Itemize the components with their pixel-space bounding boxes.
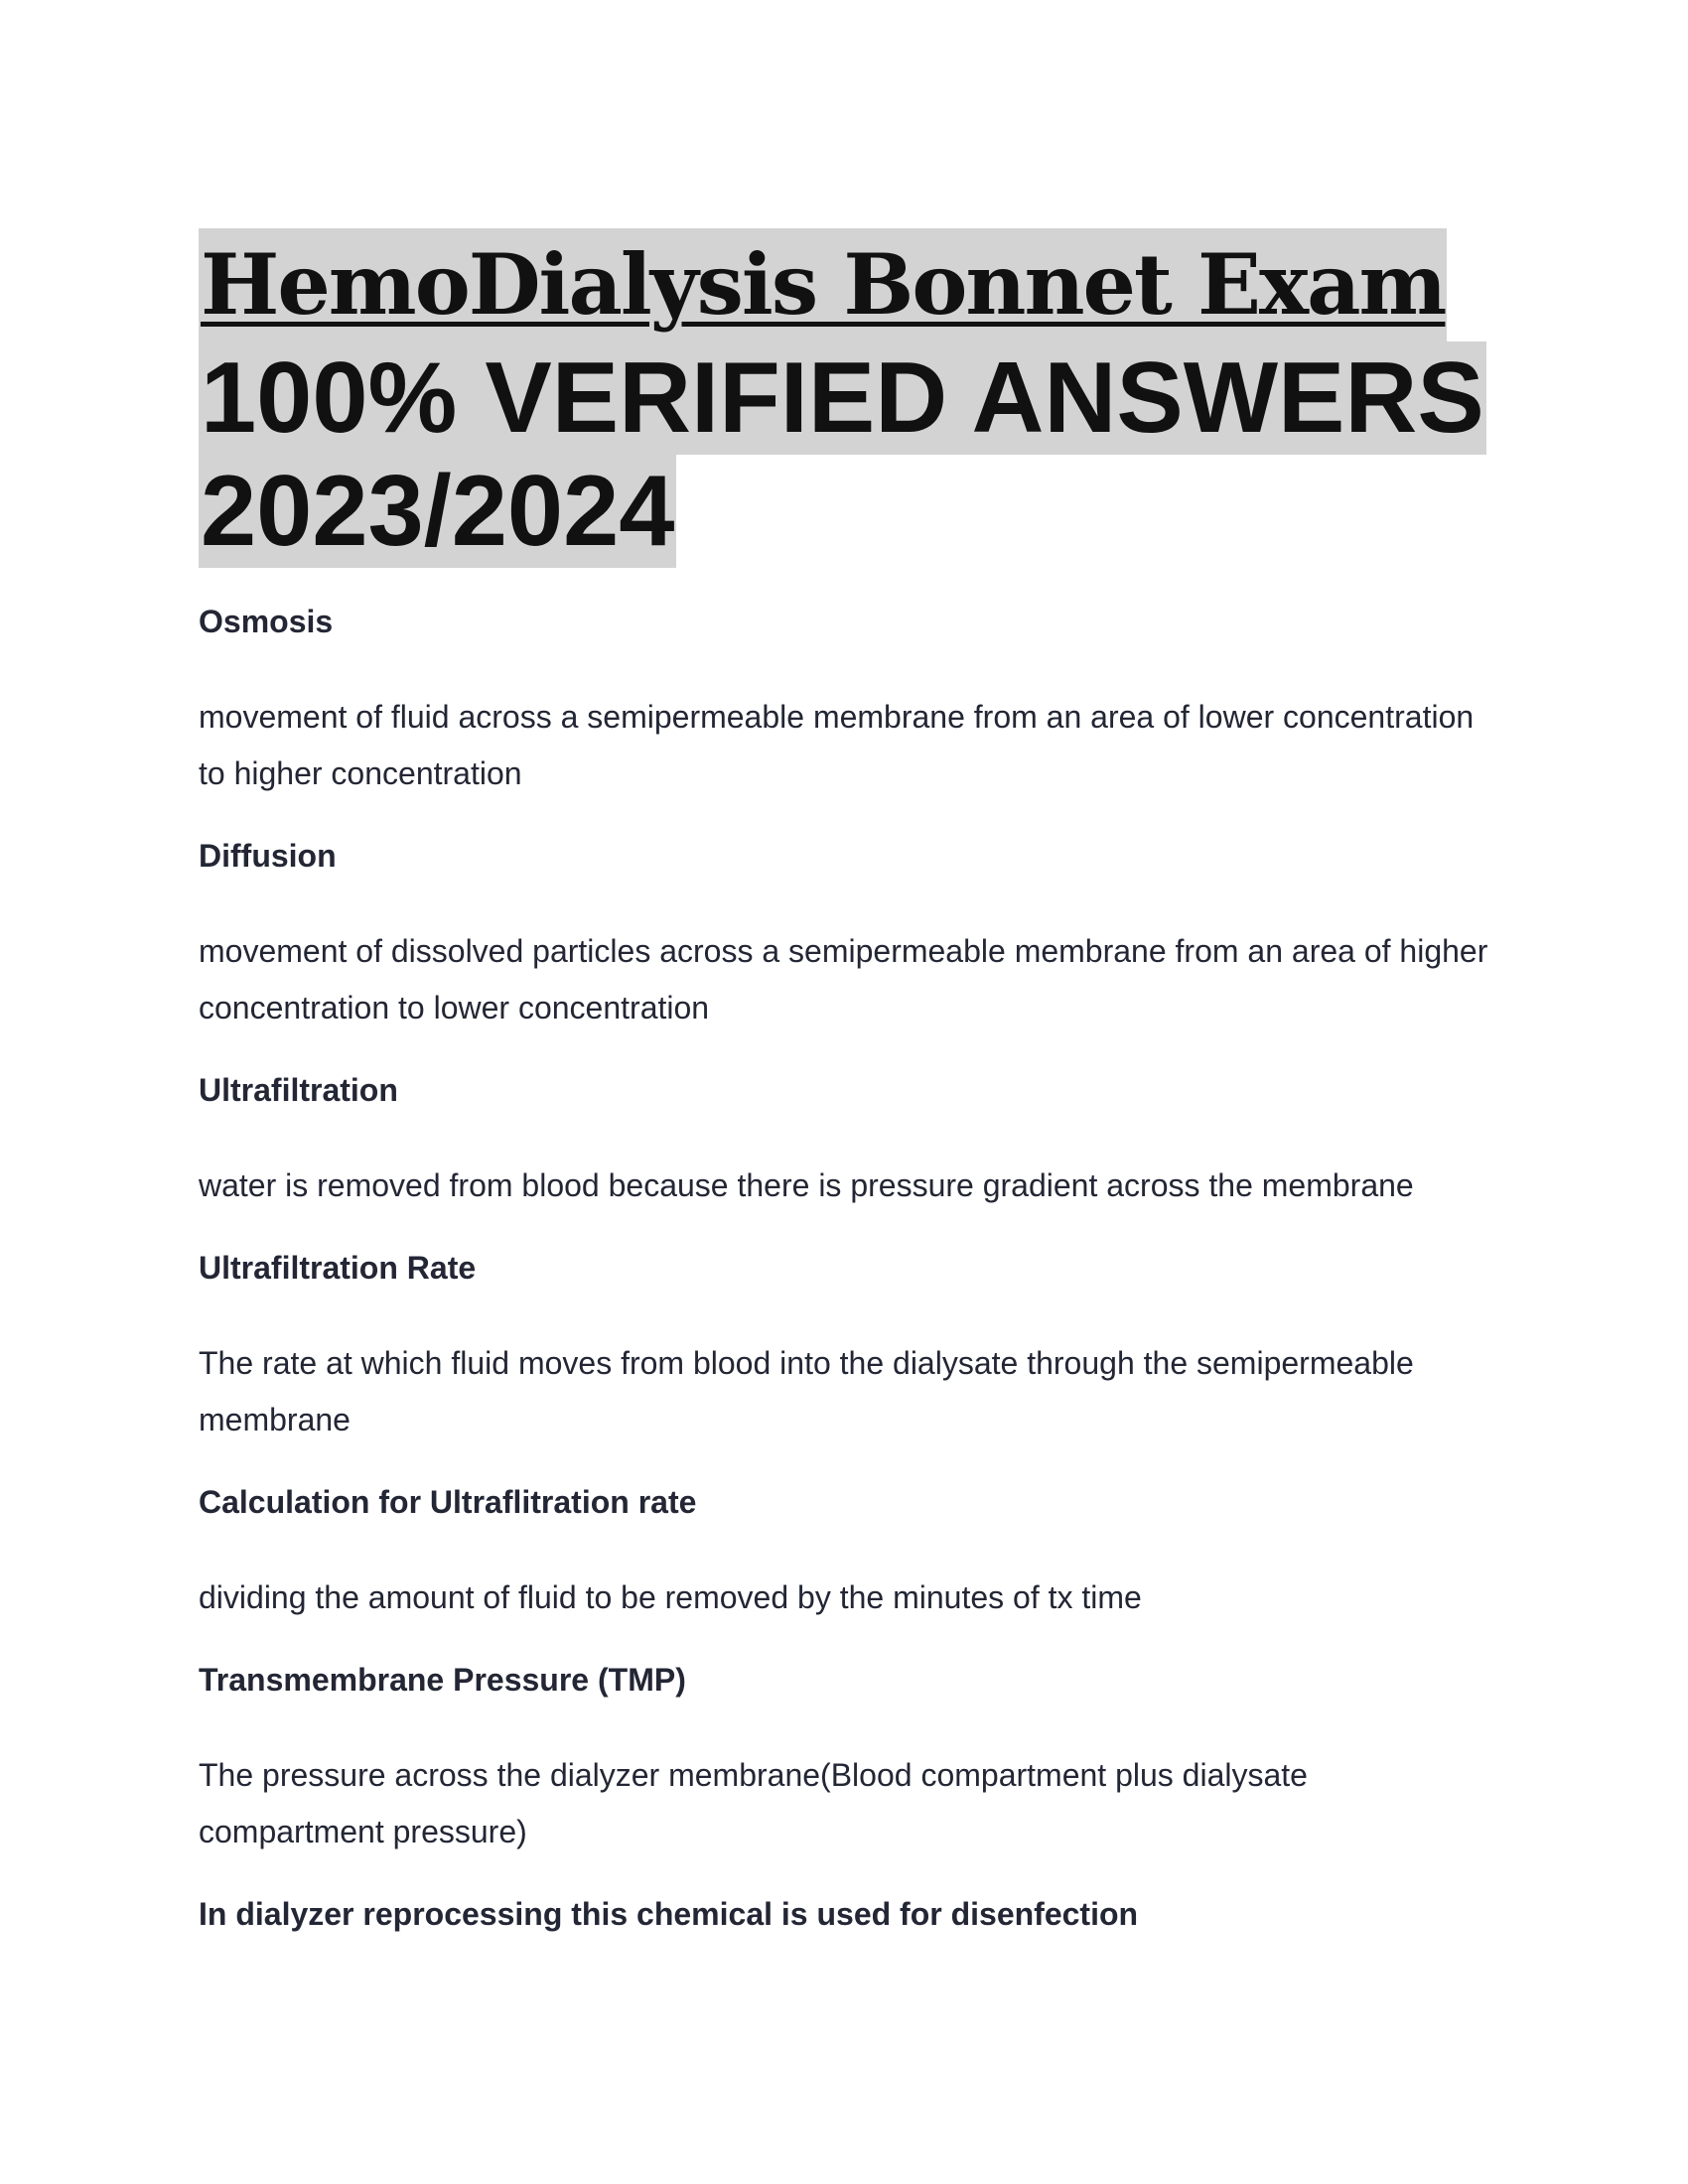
qa-item-ultrafiltration (199, 1070, 1489, 1214)
definition-text: The pressure across the dialyzer membrane(Blood compartment plus dialysate compartment pressure) (199, 1757, 1308, 1849)
term-heading: Ultrafiltration Rate (199, 1250, 477, 1286)
definition-text: water is removed from blood because there is pressure gradient across the membrane (199, 1167, 1414, 1203)
title-line-1: HemoDialysis Bonnet Exam (199, 228, 1447, 341)
qa-item-reprocessing-chemical (199, 1894, 1489, 1934)
qa-item-osmosis (199, 602, 1489, 802)
term-heading: Diffusion (199, 838, 337, 874)
qa-item-diffusion (199, 836, 1489, 1036)
document-content (199, 228, 1489, 1981)
qa-item-uf-calculation (199, 1482, 1489, 1626)
term-heading: Calculation for Ultraflitration rate (199, 1484, 697, 1520)
document-title (199, 228, 1489, 568)
definition-text: movement of fluid across a semipermeable membrane from an area of lower concentration to higher concentration (199, 699, 1475, 791)
title-line-3: 2023/2024 (201, 456, 675, 567)
term-heading: In dialyzer reprocessing this chemical is used for disenfection (199, 1896, 1139, 1932)
term-heading: Ultrafiltration (199, 1072, 398, 1108)
term-heading: Osmosis (199, 604, 334, 639)
qa-item-ultrafiltration-rate (199, 1248, 1489, 1448)
definition-text: dividing the amount of fluid to be removed by the minutes of tx time (199, 1579, 1142, 1615)
definition-text: The rate at which fluid moves from blood into the dialysate through the semipermeable membrane (199, 1345, 1414, 1437)
title-line-2: 100% VERIFIED ANSWERS (201, 342, 1484, 454)
qa-item-tmp (199, 1660, 1489, 1860)
term-heading: Transmembrane Pressure (TMP) (199, 1662, 686, 1698)
definition-text: movement of dissolved particles across a semipermeable membrane from an area of higher concentration to lower concentration (199, 933, 1488, 1025)
qa-list (199, 602, 1489, 1934)
